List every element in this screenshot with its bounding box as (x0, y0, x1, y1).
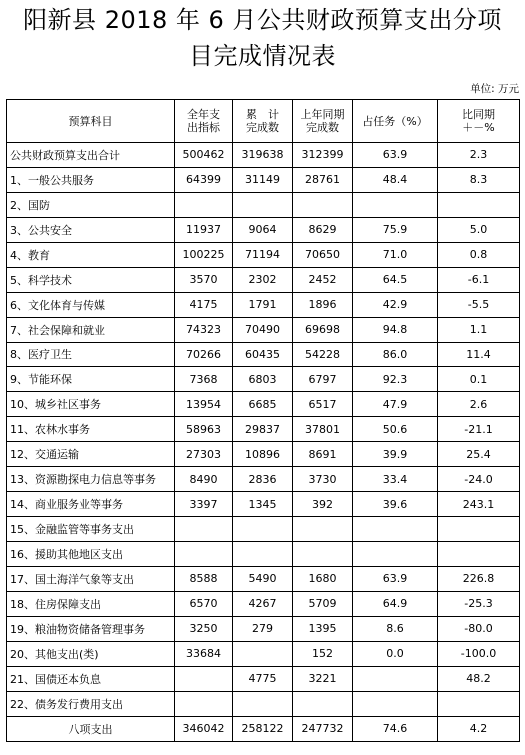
cell-cumulative: 1345 (233, 492, 293, 517)
cell-subject: 14、商业服务业等事务 (7, 492, 175, 517)
table-row (7, 367, 520, 392)
cell-last-year: 37801 (293, 417, 353, 442)
cell-yoy-change: -80.0 (438, 616, 520, 641)
cell-yoy-change: 243.1 (438, 492, 520, 517)
cell-last-year (293, 542, 353, 567)
col-header-yoy-change: 比同期 ＋－% (438, 100, 520, 143)
cell-cumulative: 29837 (233, 417, 293, 442)
cell-annual-target: 13954 (175, 392, 233, 417)
cell-last-year: 1395 (293, 616, 353, 641)
table-row (7, 467, 520, 492)
cell-subject: 6、文化体育与传媒 (7, 292, 175, 317)
cell-annual-target: 58963 (175, 417, 233, 442)
cell-annual-target: 3250 (175, 616, 233, 641)
cell-subject: 19、粮油物资储备管理事务 (7, 616, 175, 641)
cell-last-year: 1680 (293, 566, 353, 591)
cell-task-percent: 50.6 (353, 417, 438, 442)
cell-annual-target (175, 517, 233, 542)
title-line-2: 目完成情况表 (189, 42, 336, 70)
cell-yoy-change: 0.1 (438, 367, 520, 392)
report-title (0, 2, 525, 74)
cell-cumulative: 71194 (233, 242, 293, 267)
cell-annual-target: 4175 (175, 292, 233, 317)
cell-task-percent: 75.9 (353, 217, 438, 242)
cell-cumulative: 279 (233, 616, 293, 641)
cell-task-percent: 86.0 (353, 342, 438, 367)
cell-yoy-change (438, 192, 520, 217)
cell-last-year (293, 517, 353, 542)
cell-cumulative: 2836 (233, 467, 293, 492)
cell-subject: 22、债务发行费用支出 (7, 691, 175, 716)
cell-annual-target: 8588 (175, 566, 233, 591)
cell-annual-target: 3397 (175, 492, 233, 517)
cell-annual-target: 8490 (175, 467, 233, 492)
cell-annual-target: 500462 (175, 143, 233, 168)
cell-last-year: 312399 (293, 143, 353, 168)
cell-last-year: 6517 (293, 392, 353, 417)
table-body (7, 143, 520, 742)
cell-last-year: 1896 (293, 292, 353, 317)
cell-cumulative: 319638 (233, 143, 293, 168)
cell-task-percent: 8.6 (353, 616, 438, 641)
cell-cumulative: 5490 (233, 566, 293, 591)
table-row (7, 292, 520, 317)
table-row (7, 517, 520, 542)
cell-task-percent: 94.8 (353, 317, 438, 342)
table-row (7, 566, 520, 591)
table-row (7, 691, 520, 716)
cell-subject: 10、城乡社区事务 (7, 392, 175, 417)
cell-last-year: 54228 (293, 342, 353, 367)
cell-cumulative: 1791 (233, 292, 293, 317)
cell-subject: 17、国土海洋气象等支出 (7, 566, 175, 591)
cell-yoy-change: 4.2 (438, 716, 520, 741)
cell-yoy-change: 25.4 (438, 442, 520, 467)
table-row (7, 242, 520, 267)
cell-annual-target: 33684 (175, 641, 233, 666)
cell-last-year: 8691 (293, 442, 353, 467)
cell-task-percent: 47.9 (353, 392, 438, 417)
cell-yoy-change: 226.8 (438, 566, 520, 591)
cell-subject: 8、医疗卫生 (7, 342, 175, 367)
col-header-last-year: 上年同期 完成数 (293, 100, 353, 143)
cell-cumulative: 258122 (233, 716, 293, 741)
cell-annual-target: 6570 (175, 591, 233, 616)
cell-last-year: 5709 (293, 591, 353, 616)
cell-yoy-change: 8.3 (438, 167, 520, 192)
cell-last-year: 3730 (293, 467, 353, 492)
cell-cumulative (233, 691, 293, 716)
cell-subject: 21、国债还本负息 (7, 666, 175, 691)
cell-annual-target: 74323 (175, 317, 233, 342)
cell-yoy-change: 11.4 (438, 342, 520, 367)
table-row (7, 641, 520, 666)
cell-yoy-change: 48.2 (438, 666, 520, 691)
cell-subject: 3、公共安全 (7, 217, 175, 242)
cell-yoy-change: 2.3 (438, 143, 520, 168)
cell-cumulative: 31149 (233, 167, 293, 192)
unit-label: 单位: 万元 (470, 83, 519, 95)
cell-last-year: 8629 (293, 217, 353, 242)
table-row (7, 492, 520, 517)
cell-yoy-change (438, 517, 520, 542)
cell-yoy-change (438, 691, 520, 716)
table-row (7, 192, 520, 217)
cell-subject: 16、援助其他地区支出 (7, 542, 175, 567)
cell-task-percent: 63.9 (353, 143, 438, 168)
table-row (7, 392, 520, 417)
col-header-cumulative: 累 计 完成数 (233, 100, 293, 143)
cell-subject: 2、国防 (7, 192, 175, 217)
cell-yoy-change: 5.0 (438, 217, 520, 242)
cell-subject: 9、节能环保 (7, 367, 175, 392)
cell-cumulative: 60435 (233, 342, 293, 367)
cell-last-year: 69698 (293, 317, 353, 342)
table-row (7, 342, 520, 367)
cell-last-year: 6797 (293, 367, 353, 392)
cell-task-percent: 74.6 (353, 716, 438, 741)
cell-task-percent: 39.6 (353, 492, 438, 517)
cell-last-year: 247732 (293, 716, 353, 741)
cell-task-percent: 63.9 (353, 566, 438, 591)
cell-task-percent: 33.4 (353, 467, 438, 492)
cell-subject: 5、科学技术 (7, 267, 175, 292)
table-row (7, 616, 520, 641)
table-row (7, 666, 520, 691)
cell-last-year: 70650 (293, 242, 353, 267)
col-header-subject: 预算科目 (7, 100, 175, 143)
cell-last-year (293, 691, 353, 716)
cell-annual-target (175, 691, 233, 716)
cell-task-percent: 71.0 (353, 242, 438, 267)
table-row (7, 417, 520, 442)
cell-subject: 4、教育 (7, 242, 175, 267)
cell-cumulative: 6803 (233, 367, 293, 392)
cell-subject: 13、资源勘探电力信息等事务 (7, 467, 175, 492)
cell-subject: 八项支出 (7, 716, 175, 741)
cell-annual-target: 7368 (175, 367, 233, 392)
cell-annual-target (175, 192, 233, 217)
cell-task-percent (353, 192, 438, 217)
cell-subject: 20、其他支出(类) (7, 641, 175, 666)
cell-task-percent: 48.4 (353, 167, 438, 192)
table-row (7, 143, 520, 168)
table-row (7, 442, 520, 467)
cell-annual-target: 346042 (175, 716, 233, 741)
cell-yoy-change: 2.6 (438, 392, 520, 417)
cell-yoy-change (438, 542, 520, 567)
cell-task-percent: 64.9 (353, 591, 438, 616)
cell-cumulative: 4267 (233, 591, 293, 616)
cell-last-year: 2452 (293, 267, 353, 292)
cell-task-percent: 92.3 (353, 367, 438, 392)
col-header-task-percent: 占任务（%） (353, 100, 438, 143)
table-row (7, 167, 520, 192)
cell-last-year (293, 192, 353, 217)
cell-annual-target: 70266 (175, 342, 233, 367)
table-header-row (7, 100, 520, 143)
table-row (7, 716, 520, 741)
cell-cumulative (233, 641, 293, 666)
cell-annual-target (175, 666, 233, 691)
cell-yoy-change: 1.1 (438, 317, 520, 342)
title-line-1: 阳新县 2018 年 6 月公共财政预算支出分项 (23, 6, 502, 34)
cell-last-year: 392 (293, 492, 353, 517)
cell-subject: 15、金融监管等事务支出 (7, 517, 175, 542)
cell-cumulative: 9064 (233, 217, 293, 242)
cell-annual-target: 64399 (175, 167, 233, 192)
cell-subject: 11、农林水事务 (7, 417, 175, 442)
cell-yoy-change: 0.8 (438, 242, 520, 267)
table-row (7, 591, 520, 616)
cell-annual-target: 3570 (175, 267, 233, 292)
cell-last-year: 3221 (293, 666, 353, 691)
cell-cumulative (233, 517, 293, 542)
table-row (7, 217, 520, 242)
cell-subject: 1、一般公共服务 (7, 167, 175, 192)
cell-task-percent: 42.9 (353, 292, 438, 317)
cell-yoy-change: -25.3 (438, 591, 520, 616)
cell-task-percent (353, 542, 438, 567)
cell-task-percent (353, 517, 438, 542)
cell-annual-target: 100225 (175, 242, 233, 267)
cell-subject: 7、社会保障和就业 (7, 317, 175, 342)
col-header-annual-target: 全年支 出指标 (175, 100, 233, 143)
cell-cumulative: 10896 (233, 442, 293, 467)
budget-table (6, 99, 520, 742)
cell-cumulative: 6685 (233, 392, 293, 417)
table-row (7, 267, 520, 292)
cell-task-percent: 64.5 (353, 267, 438, 292)
cell-yoy-change: -100.0 (438, 641, 520, 666)
cell-cumulative (233, 192, 293, 217)
cell-annual-target (175, 542, 233, 567)
cell-task-percent: 39.9 (353, 442, 438, 467)
cell-cumulative: 70490 (233, 317, 293, 342)
cell-cumulative (233, 542, 293, 567)
cell-cumulative: 2302 (233, 267, 293, 292)
cell-subject: 12、交通运输 (7, 442, 175, 467)
cell-annual-target: 27303 (175, 442, 233, 467)
cell-yoy-change: -5.5 (438, 292, 520, 317)
cell-last-year: 152 (293, 641, 353, 666)
table-row (7, 317, 520, 342)
cell-task-percent (353, 666, 438, 691)
cell-annual-target: 11937 (175, 217, 233, 242)
cell-subject: 公共财政预算支出合计 (7, 143, 175, 168)
cell-task-percent: 0.0 (353, 641, 438, 666)
cell-cumulative: 4775 (233, 666, 293, 691)
cell-yoy-change: -21.1 (438, 417, 520, 442)
cell-task-percent (353, 691, 438, 716)
table-row (7, 542, 520, 567)
cell-last-year: 28761 (293, 167, 353, 192)
cell-yoy-change: -6.1 (438, 267, 520, 292)
cell-subject: 18、住房保障支出 (7, 591, 175, 616)
cell-yoy-change: -24.0 (438, 467, 520, 492)
